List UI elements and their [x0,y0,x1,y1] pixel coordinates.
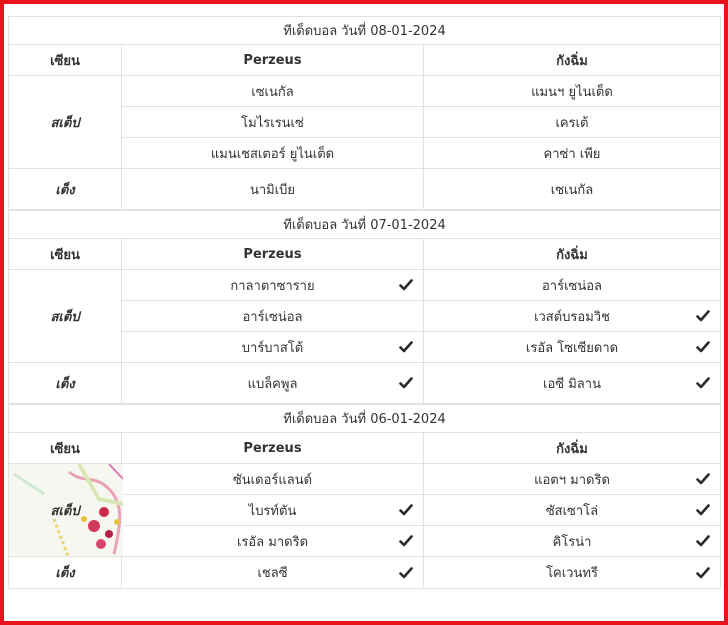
team-name: อาร์เซน่อล [242,309,303,325]
check-icon [399,340,413,354]
tipster-name: กังฉิ่ม [424,239,721,270]
tip-cell [424,332,721,363]
col-header-tipster: เซียน [9,239,122,270]
tips-container [8,16,720,589]
tip-cell [424,138,721,169]
single-label: เต็ง [9,557,122,589]
tip-cell [122,270,424,301]
tip-cell [122,495,424,526]
tip-cell [424,363,721,404]
check-icon [399,278,413,292]
check-icon [696,309,710,323]
tip-cell [122,557,424,589]
tip-cell [424,76,721,107]
team-name: นามิเบีย [249,182,296,198]
team-name: แมนเชสเตอร์ ยูไนเต็ด [210,146,335,162]
tip-cell [122,332,424,363]
tip-cell [424,107,721,138]
tip-cell [122,76,424,107]
team-name: โคเวนทรี [546,566,598,581]
team-name: ซัสเซาโล่ [545,503,599,519]
tip-cell [424,270,721,301]
team-name: คิโรน่า [552,534,592,550]
tipster-name: กังฉิ่ม [424,45,721,76]
team-name: เชลซี [257,566,288,581]
tip-cell [122,107,424,138]
team-name: เรอัล มาดริด [236,534,309,550]
table-caption: ทีเด็ดบอล วันที่ 06-01-2024 [9,405,721,433]
table-caption: ทีเด็ดบอล วันที่ 07-01-2024 [9,211,721,239]
tips-table-day-3 [8,404,721,589]
team-name: คาซ่า เพีย [543,146,601,162]
team-name: อาร์เซน่อล [541,278,603,294]
check-icon [399,376,413,390]
team-name: เครเต้ [555,115,589,131]
tip-cell [122,526,424,557]
team-name: แอตฯ มาดริด [534,472,610,488]
check-icon [399,566,413,580]
col-header-tipster: เซียน [9,433,122,464]
check-icon [399,503,413,517]
team-name: เซเนกัล [550,182,594,198]
step-label [9,464,122,557]
tips-table-day-2 [8,210,721,404]
tip-cell [424,301,721,332]
check-icon [696,376,710,390]
tipster-name: Perzeus [122,45,424,76]
team-name: เรอัล โซเซียดาด [525,340,619,356]
tipster-name: Perzeus [122,433,424,464]
check-icon [696,566,710,580]
tip-cell [122,464,424,495]
check-icon [696,503,710,517]
tip-cell [424,526,721,557]
tipster-name: กังฉิ่ม [424,433,721,464]
col-header-tipster: เซียน [9,45,122,76]
tipster-name: Perzeus [122,239,424,270]
single-label: เต็ง [9,363,122,404]
step-label-text: สเต็ป [50,503,80,519]
tip-cell [424,464,721,495]
team-name: เซเนกัล [251,84,294,100]
tip-cell [122,301,424,332]
single-label: เต็ง [9,169,122,210]
step-label: สเต็ป [9,270,122,363]
check-icon [696,472,710,486]
table-caption: ทีเด็ดบอล วันที่ 08-01-2024 [9,17,721,45]
tip-cell [424,169,721,210]
tip-cell [424,557,721,589]
team-name: เอซี มิลาน [543,376,601,392]
tip-cell [122,363,424,404]
team-name: ไบรท์ตัน [248,503,297,519]
step-label: สเต็ป [9,76,122,169]
team-name: เวสต์บรอมวิช [534,309,610,325]
tip-cell [424,495,721,526]
check-icon [399,534,413,548]
tip-cell [122,138,424,169]
team-name: บาร์บาสโต้ [241,340,304,356]
team-name: โมไรเรนเซ่ [241,115,304,131]
team-name: ซันเดอร์แลนด์ [232,472,313,488]
tip-cell [122,169,424,210]
check-icon [696,534,710,548]
team-name: แมนฯ ยูไนเต็ด [531,84,613,100]
check-icon [696,340,710,354]
team-name: แบล็คพูล [247,376,298,392]
team-name: กาลาตาซาราย [230,278,315,294]
tips-table-day-1 [8,16,721,210]
